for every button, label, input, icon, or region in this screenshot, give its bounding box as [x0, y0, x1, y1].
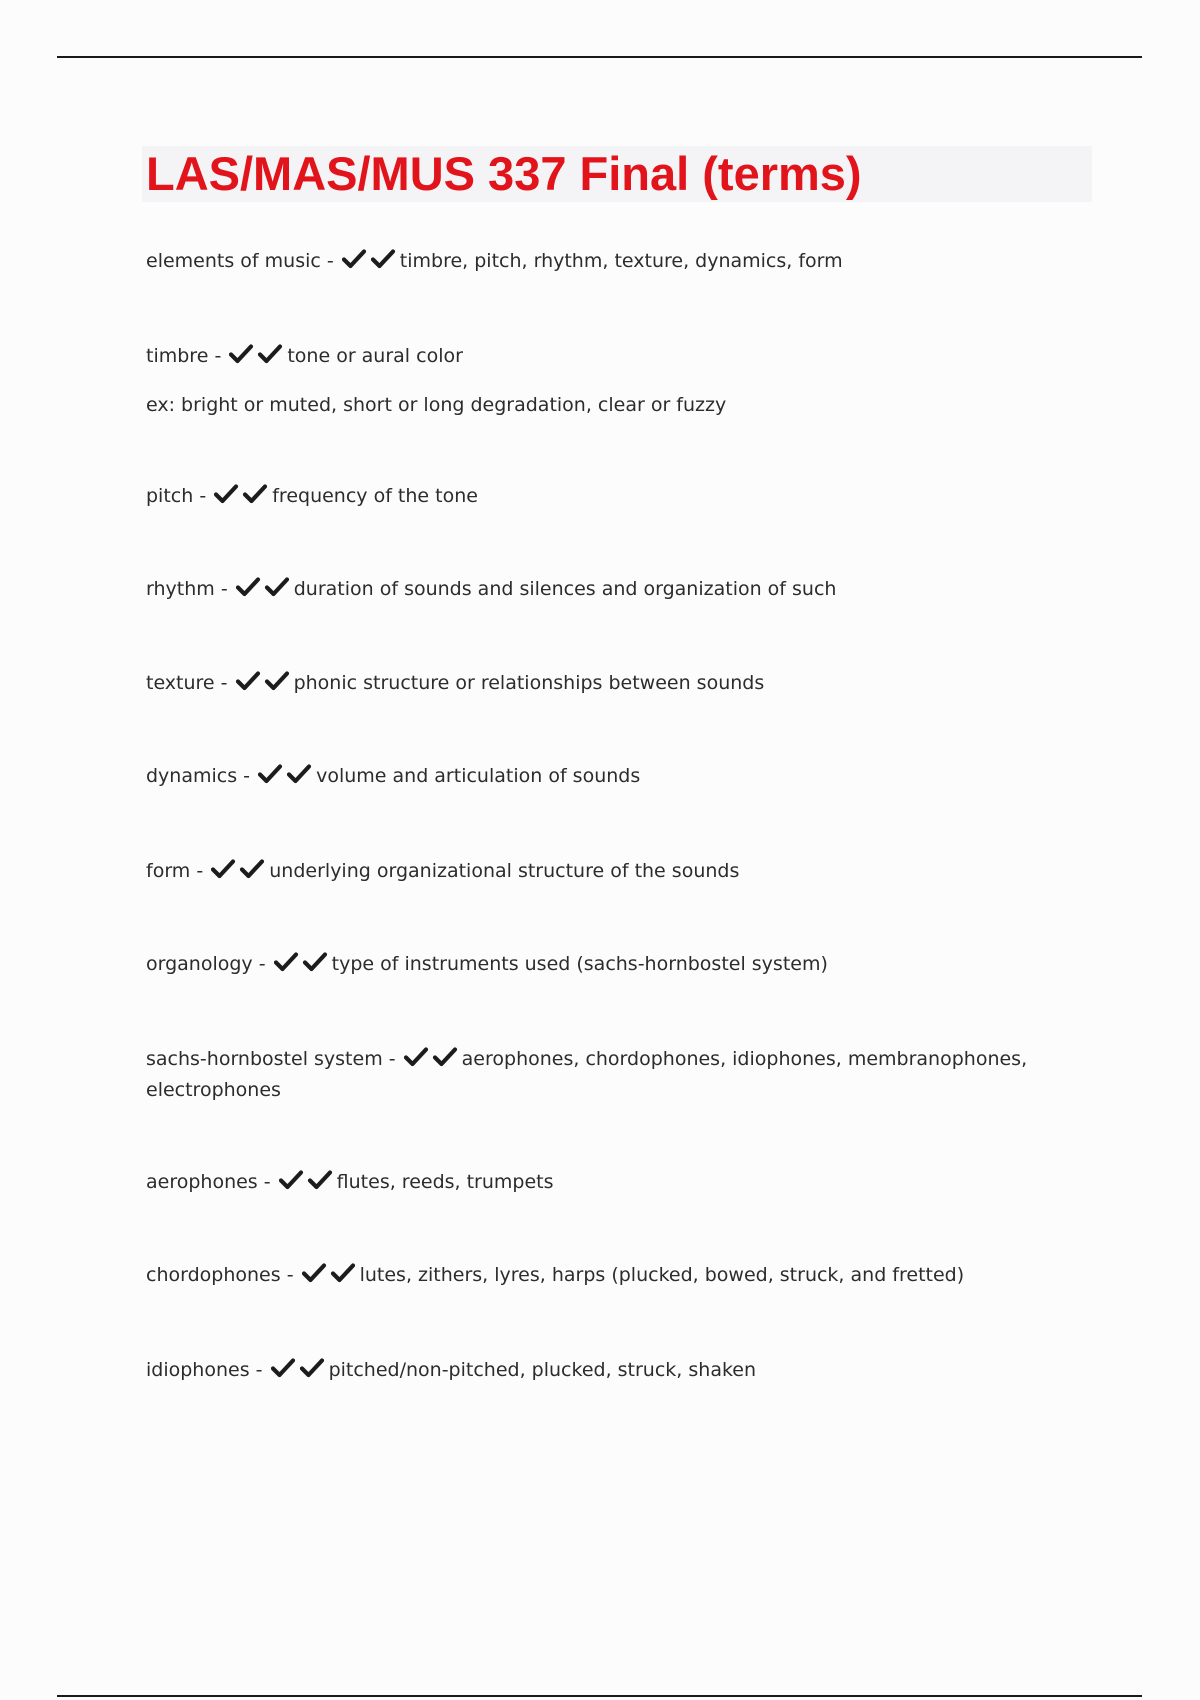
term-name: organology [146, 953, 253, 975]
term-separator: - [255, 1359, 263, 1381]
term-definition: flutes, reeds, trumpets [336, 1171, 554, 1193]
term-entry [146, 1168, 1046, 1199]
double-checkmark-icon [211, 858, 265, 888]
term-definition: aerophones, chordophones, idiophones, membranophones, [461, 1048, 1028, 1070]
term-entry [146, 762, 1046, 793]
term-definition: volume and articulation of sounds [316, 765, 641, 787]
term-definition: duration of sounds and silences and organization of such [293, 578, 837, 600]
double-checkmark-icon [279, 1169, 333, 1199]
term-name: elements of music [146, 250, 321, 272]
term-line [146, 1356, 1046, 1387]
double-checkmark-icon [302, 1262, 356, 1292]
term-line [146, 342, 1046, 373]
term-line [146, 575, 1046, 606]
term-name: aerophones [146, 1171, 258, 1193]
term-separator: - [220, 672, 228, 694]
term-name: dynamics [146, 765, 238, 787]
term-definition: type of instruments used (sachs-hornbostel system) [331, 953, 828, 975]
term-line [146, 857, 1046, 888]
term-definition: lutes, zithers, lyres, harps (plucked, bowed, struck, and fretted) [359, 1264, 965, 1286]
double-checkmark-icon [404, 1046, 458, 1076]
term-separator: - [214, 345, 222, 367]
term-entry [146, 669, 1046, 700]
double-checkmark-icon [342, 248, 396, 278]
term-entry [146, 857, 1046, 888]
term-name: sachs-hornbostel system [146, 1048, 383, 1070]
term-name: idiophones [146, 1359, 250, 1381]
term-separator: - [258, 953, 266, 975]
document-title: LAS/MAS/MUS 337 Final (terms) [146, 147, 862, 200]
term-separator: - [220, 578, 228, 600]
term-separator: - [243, 765, 251, 787]
term-line [146, 669, 1046, 700]
term-entry [146, 1261, 1046, 1292]
term-separator: - [388, 1048, 396, 1070]
term-entry [146, 247, 1046, 278]
term-line [146, 950, 1046, 981]
double-checkmark-icon [214, 483, 268, 513]
term-entry [146, 950, 1046, 981]
term-definition: underlying organizational structure of the sounds [269, 860, 740, 882]
term-line [146, 482, 1046, 513]
term-name: chordophones [146, 1264, 281, 1286]
term-name: pitch [146, 485, 194, 507]
double-checkmark-icon [236, 576, 290, 606]
term-definition: tone or aural color [287, 345, 463, 367]
term-definition: phonic structure or relationships between sounds [293, 672, 765, 694]
term-entry [146, 575, 1046, 606]
term-definition: timbre, pitch, rhythm, texture, dynamics, form [399, 250, 843, 272]
term-separator: - [196, 860, 204, 882]
term-definition-continuation: electrophones [146, 1079, 281, 1101]
term-separator: - [263, 1171, 271, 1193]
term-line [146, 1168, 1046, 1199]
term-name: form [146, 860, 191, 882]
double-checkmark-icon [229, 343, 283, 373]
term-line [146, 762, 1046, 793]
term-definition: pitched/non-pitched, plucked, struck, shaken [328, 1359, 757, 1381]
term-name: texture [146, 672, 215, 694]
term-entry [146, 482, 1046, 513]
term-separator: - [286, 1264, 294, 1286]
term-definition: frequency of the tone [272, 485, 478, 507]
term-entry [146, 1045, 1046, 1104]
term-line [146, 247, 1046, 278]
term-line [146, 1045, 1046, 1076]
term-example: ex: bright or muted, short or long degradation, clear or fuzzy [146, 394, 727, 416]
term-separator: - [199, 485, 207, 507]
double-checkmark-icon [274, 951, 328, 981]
term-name: rhythm [146, 578, 215, 600]
top-rule [57, 56, 1142, 58]
term-separator: - [326, 250, 334, 272]
term-name: timbre [146, 345, 209, 367]
double-checkmark-icon [258, 763, 312, 793]
double-checkmark-icon [271, 1357, 325, 1387]
term-entry [146, 342, 1046, 419]
bottom-rule [57, 1695, 1142, 1697]
term-entry [146, 1356, 1046, 1387]
double-checkmark-icon [236, 670, 290, 700]
term-line [146, 1261, 1046, 1292]
